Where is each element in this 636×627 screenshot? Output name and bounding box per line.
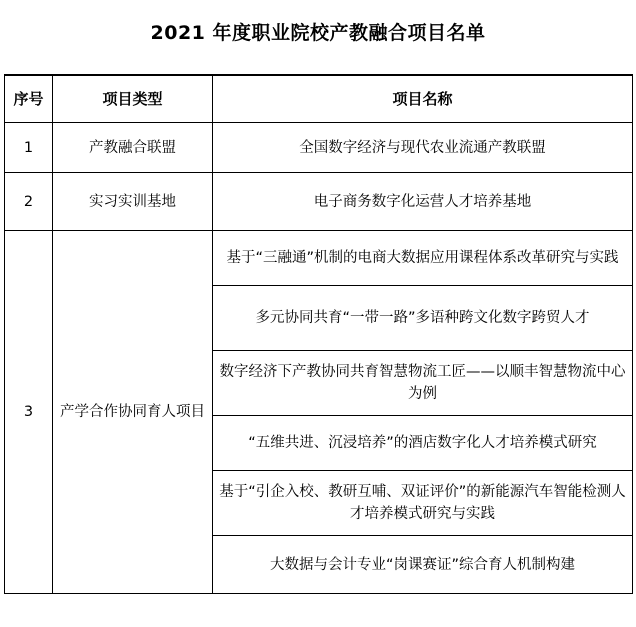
project-name: 大数据与会计专业“岗课赛证”综合育人机制构建 <box>213 536 633 594</box>
table-row <box>5 173 633 231</box>
project-name: 多元协同共育“一带一路”多语种跨文化数字跨贸人才 <box>213 286 633 351</box>
row-type: 实习实训基地 <box>53 173 213 231</box>
row-name: 全国数字经济与现代农业流通产教联盟 <box>213 123 633 173</box>
project-name: 数字经济下产教协同共育智慧物流工匠——以顺丰智慧物流中心为例 <box>213 351 633 416</box>
row-no: 2 <box>5 173 53 231</box>
table-row <box>5 231 633 286</box>
row-type: 产教融合联盟 <box>53 123 213 173</box>
row-name: 电子商务数字化运营人才培养基地 <box>213 173 633 231</box>
header-no: 序号 <box>5 75 53 123</box>
project-table <box>4 74 633 594</box>
project-name: 基于“引企入校、教研互哺、双证评价”的新能源汽车智能检测人才培养模式研究与实践 <box>213 471 633 536</box>
page-title: 2021 年度职业院校产教融合项目名单 <box>150 22 486 44</box>
group-type: 产学合作协同育人项目 <box>53 231 213 594</box>
header-name: 项目名称 <box>213 75 633 123</box>
project-name: “五维共进、沉浸培养”的酒店数字化人才培养模式研究 <box>213 416 633 471</box>
group-no: 3 <box>5 231 53 594</box>
header-type: 项目类型 <box>53 75 213 123</box>
table-header-row <box>5 75 633 123</box>
row-no: 1 <box>5 123 53 173</box>
project-name: 基于“三融通”机制的电商大数据应用课程体系改革研究与实践 <box>213 231 633 286</box>
table-row <box>5 123 633 173</box>
